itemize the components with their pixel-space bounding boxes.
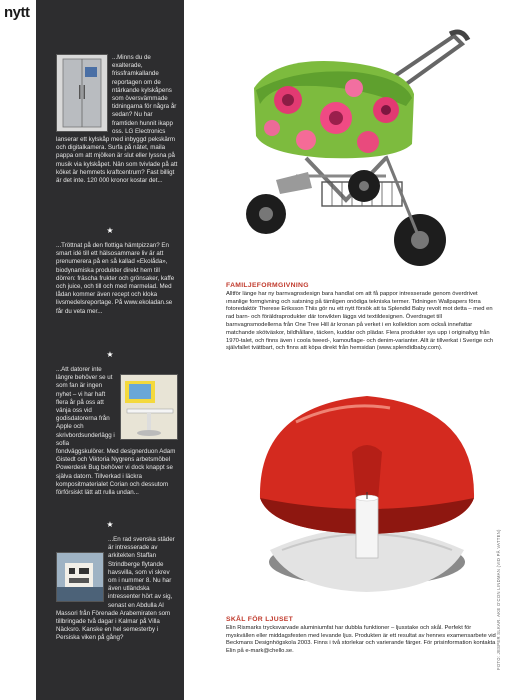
feature-body: Elin Rismarks trycksvarvade aluminiumfat har dubbla funktioner – ljusstake och skål. Perfekt för myskvällen eller middagsfesten med levande ljus. Produkten är ett resultat av hennes examensarbete vid Beckmans Designhögskola 2003. Finns i två storlekar och varierande färger. För prisinformation kontakta Elin på e-mark@chello.se. <box>226 624 496 655</box>
sidebar-item-text: ...En rad svenska städer är intresserade av arkitekten Staffan Strindberge flytande havsvilla, som vi skrev om i nummer 8. Nu har även utländska intressenter hört av sig, senast en Abdulla Al Massori från Förenade Arabemiraten som tillbringade två dagar i Kalmar på Villa Näcksro. Kanske en hel semesterby i Persiska viken på gång? <box>56 536 175 642</box>
bowl-photo <box>252 382 482 596</box>
section-label: nytt <box>4 4 30 21</box>
sidebar-item-text: ...Minns du de exalterade, frissframkallande reportagen om de ntärkande kylskåpens som översvämmade tidningarna för några år sedan? Nu har framtiden hunnit ikapp oss. LG Electronics lanserar ett kylskåp med inbyggd pekskärm och digitalkamera. Surfa på nätet, maila pappa om att mjölken är slut eller lyssna på musik via kylskåpet. Nän som tvivlade på att köket är hemmets kraftcentrum? Fast billigt är det inte. 120 000 kronor kostar det... <box>56 54 178 185</box>
star-separator: ★ <box>106 350 114 359</box>
sidebar-item-ekolada <box>56 242 178 316</box>
sidebar-item-desk <box>56 366 178 497</box>
star-separator: ★ <box>106 226 114 235</box>
sidebar-item-villa <box>56 536 178 643</box>
sidebar-item-text: ...Tröttnat på den flottiga hämtpizzan? En smart idé till ett hälsosammare liv är att prenumerera på en så kallad «Ekolåda», biodynamiska produkter direkt hem till dörren: fräscha frukter och grönsaker, kaffe och juice, och till och med marmelad. Med lådan kommer även recept och kloka livsmedelsreportage. På www.ekoladan.se får du veta mer... <box>56 242 175 315</box>
feature-body: Alltför länge har ny barnvagnsdesign bara handlat om att få pappor intresserade genom överdrivet ımanlige formgivning och satsning på tämligen onödiga tekniska termer. Tidningen Wallpapers förra fotoredaktör Therese Eriksson Thiis gör nu ett nytt försök att ta Splendid Baby revolt mot detta – med en rad barn- och föräldraprodukter där tonvikten läggs vid textildesignen. Överdraget till barnvagnsmodellerna från One Tree Hill är kronan på verket i en kollektion som också innefattar matchande skötväskor, bildhållare, täcken, kuddar och plädar. Flera produkter sys upp i originaltyg från 1970-talet, och finns även i coola tweed-, kamouflage- och denim-varianter. Allt är tillverkat i Sverige och självfallet tvättbart, och finns att köpa direkt från hemsidan (www.splendidbaby.com). <box>226 290 494 352</box>
desk-photo <box>120 374 178 440</box>
photo-credit: FOTO: JESPER SLKAR. AKE O'CON LINDMAN (VID PÅ VATTEN) <box>496 529 501 670</box>
stroller-photo <box>236 28 481 268</box>
sidebar-item-fridge <box>56 54 178 185</box>
fridge-photo <box>56 54 108 132</box>
feature-stroller-caption <box>226 282 496 353</box>
feature-bowl-caption <box>226 616 496 656</box>
feature-heading: SKÅL FÖR LJUSET <box>226 616 294 623</box>
sidebar-item-text: ...Att datorer inte längre behöver se ut som fan är ingen nyhet – vi har haft flera år på oss att vänja oss vid godisdatorerna från Apple och skrivbordsunderlägg i sofia fondväggskulörer. Med designerduon Adam Gistedt och Viktoria Nygrens arbetsmöbel Powerdesk Bug behöver vi dock knappt se själva datorn. Tillverkad i läckra kompositmaterialet Corian och dessutom förförsiskt lätt att rulla undan... <box>56 366 176 497</box>
news-sidebar <box>36 0 184 700</box>
left-gutter <box>0 22 36 700</box>
feature-heading: FAMILJEFORMGIVNING <box>226 282 309 289</box>
villa-photo <box>56 552 104 602</box>
star-separator: ★ <box>106 520 114 529</box>
